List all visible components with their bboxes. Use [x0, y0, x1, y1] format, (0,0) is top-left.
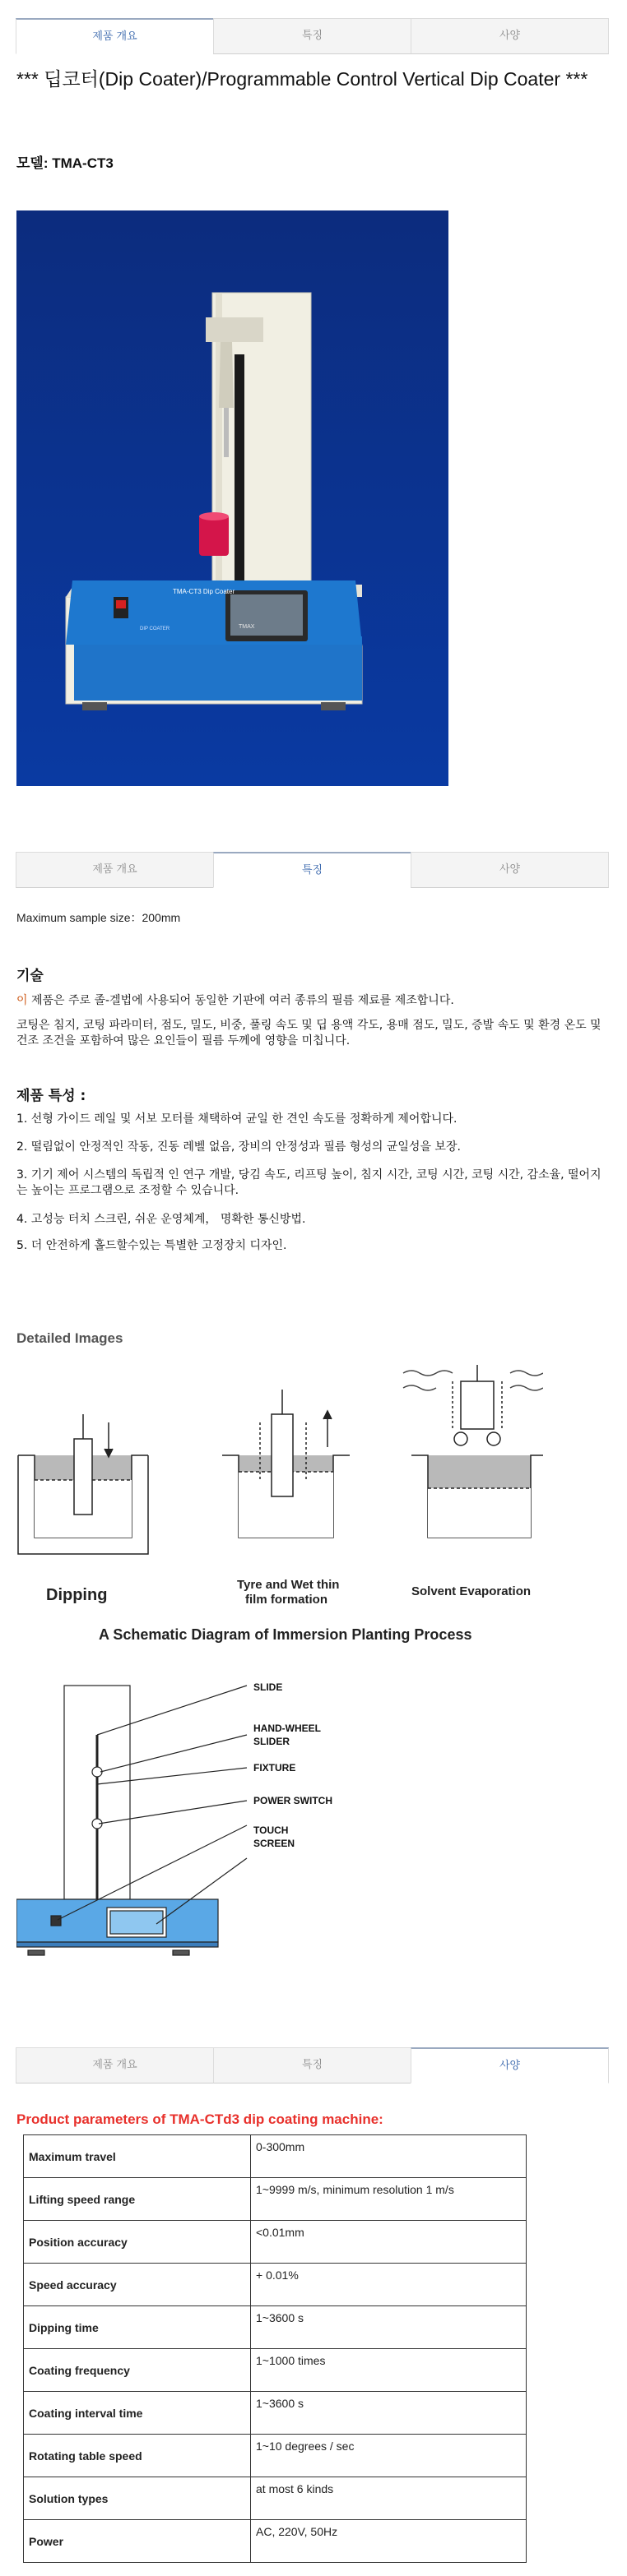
- tech-lead: 이: [16, 994, 28, 1007]
- spec-value: at most 6 kinds: [251, 2477, 527, 2520]
- spec-key: Coating frequency: [24, 2349, 251, 2392]
- stage-film-formation-1: Tyre and Wet thin: [237, 1578, 340, 1592]
- panel-brand: TMAX: [239, 624, 255, 630]
- label-handwheel-2: SLIDER: [253, 1736, 290, 1747]
- label-slide: SLIDE: [253, 1681, 283, 1693]
- tab-features[interactable]: 특징: [213, 2047, 411, 2083]
- stage-film-formation-2: film formation: [245, 1593, 327, 1607]
- spec-key: Rotating table speed: [24, 2435, 251, 2477]
- tech-p1-text: 제품은 주로 졸-겔법에 사용되어 동일한 기판에 여러 종류의 필름 제료를 제조합니다.: [27, 994, 454, 1007]
- tab-overview[interactable]: 제품 개요: [16, 18, 214, 54]
- tab-bar-features: [16, 852, 609, 888]
- immersion-process-diagram: [16, 1365, 543, 1661]
- spec-key: Coating interval time: [24, 2392, 251, 2435]
- label-power-switch: POWER SWITCH: [253, 1795, 332, 1806]
- table-row: [24, 2392, 527, 2435]
- tab-overview[interactable]: 제품 개요: [16, 852, 214, 888]
- feature-item: 4. 고성능 터치 스크린, 쉬운 운영체계， 명확한 통신방법.: [16, 1213, 306, 1226]
- stage-solvent-evaporation: Solvent Evaporation: [411, 1584, 532, 1598]
- screen-label: TMA-CT3 Dip Coater: [173, 588, 235, 595]
- spec-key: Dipping time: [24, 2306, 251, 2349]
- table-row: [24, 2178, 527, 2221]
- tab-specs[interactable]: 사양: [411, 2047, 609, 2083]
- table-row: [24, 2477, 527, 2520]
- stage-dipping: Dipping: [46, 1586, 108, 1604]
- spec-value: + 0.01%: [251, 2264, 527, 2306]
- spec-key: Speed accuracy: [24, 2264, 251, 2306]
- tab-specs[interactable]: 사양: [411, 852, 609, 888]
- label-touch-1: TOUCH: [253, 1824, 289, 1836]
- model-name: 모델: TMA-CT3: [16, 155, 114, 171]
- table-row: [24, 2264, 527, 2306]
- spec-value: 1~9999 m/s, minimum resolution 1 m/s: [251, 2178, 527, 2221]
- spec-value: AC, 220V, 50Hz: [251, 2520, 527, 2563]
- panel-text: DIP COATER: [140, 627, 170, 631]
- feature-item: 5. 더 안전하게 홀드할수있는 특별한 고정장치 디자인.: [16, 1239, 287, 1252]
- spec-value: 1~3600 s: [251, 2306, 527, 2349]
- table-row: [24, 2135, 527, 2178]
- feature-item: 1. 선형 가이드 레일 및 서보 모터를 채택하여 균일 한 견인 속도를 정확하게 제어합니다.: [16, 1112, 457, 1126]
- tech-heading: 기술: [16, 968, 44, 984]
- feature-item: 3. 기기 제어 시스템의 독립적 인 연구 개발, 당김 속도, 리프팅 높이, 침지 시간, 코팅 시간, 코팅 시간, 감소율, 떨어지는 높이는 프로그램으로 조정할 수 있습니다.: [16, 1168, 601, 1197]
- machine-parts-diagram: [16, 1677, 395, 2006]
- tab-overview[interactable]: 제품 개요: [16, 2047, 214, 2083]
- spec-value: 1~3600 s: [251, 2392, 527, 2435]
- tab-bar-overview: [16, 18, 609, 54]
- table-row: [24, 2349, 527, 2392]
- tab-bar-specs: [16, 2047, 609, 2083]
- dip-coater-illustration: [16, 210, 448, 786]
- tech-paragraph-1: [16, 993, 609, 1009]
- feature-item: 2. 떨림없이 안정적인 작동, 진동 레벨 없음, 장비의 안정성과 필름 형성의 균일성을 보장.: [16, 1140, 461, 1154]
- label-handwheel-1: HAND-WHEEL: [253, 1723, 321, 1734]
- table-row: [24, 2306, 527, 2349]
- label-fixture: FIXTURE: [253, 1762, 296, 1774]
- table-row: [24, 2435, 527, 2477]
- diagram-caption: A Schematic Diagram of Immersion Planting Process: [99, 1626, 472, 1643]
- tab-features[interactable]: 특징: [213, 852, 411, 888]
- table-row: [24, 2221, 527, 2264]
- product-title: *** 딥코터(Dip Coater)/Programmable Control Vertical Dip Coater ***: [16, 68, 588, 90]
- spec-key: Solution types: [24, 2477, 251, 2520]
- table-row: [24, 2520, 527, 2563]
- specs-heading: Product parameters of TMA-CTd3 dip coating machine:: [16, 2111, 383, 2127]
- tech-paragraph-2: 코팅은 침지, 코팅 파라미터, 점도, 밀도, 비중, 풀링 속도 및 딥 용액 각도, 용매 점도, 밀도, 증발 속도 및 환경 온도 및 건조 조건을 포함하여 많은 요인들이 필름 두께에 영향을 미칩니다.: [16, 1019, 601, 1048]
- spec-key: Lifting speed range: [24, 2178, 251, 2221]
- spec-value: 0-300mm: [251, 2135, 527, 2178]
- tab-specs[interactable]: 사양: [411, 18, 609, 54]
- product-photo: [16, 210, 448, 786]
- props-heading: 제품 특성 :: [16, 1088, 86, 1104]
- spec-key: Power: [24, 2520, 251, 2563]
- label-touch-2: SCREEN: [253, 1838, 295, 1849]
- spec-key: Position accuracy: [24, 2221, 251, 2264]
- spec-value: <0.01mm: [251, 2221, 527, 2264]
- detailed-images-heading: Detailed Images: [16, 1330, 123, 1346]
- tab-features[interactable]: 특징: [213, 18, 411, 54]
- spec-value: 1~1000 times: [251, 2349, 527, 2392]
- specs-table: [23, 2134, 527, 2563]
- max-sample-size: Maximum sample size：200mm: [16, 911, 181, 924]
- spec-value: 1~10 degrees / sec: [251, 2435, 527, 2477]
- spec-key: Maximum travel: [24, 2135, 251, 2178]
